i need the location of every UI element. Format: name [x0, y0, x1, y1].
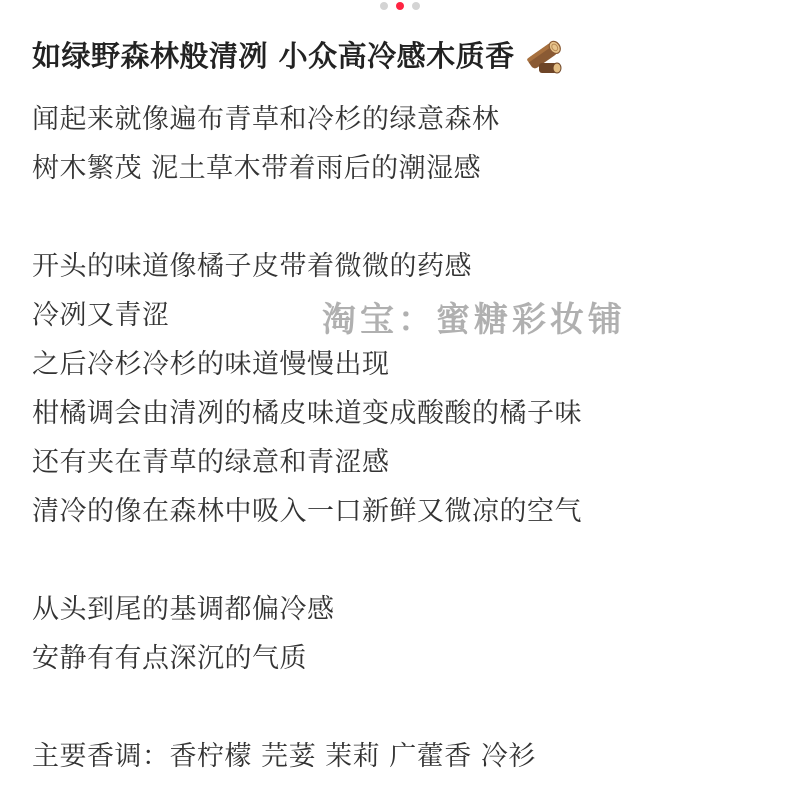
post-line: 树木繁茂 泥土草木带着雨后的潮湿感 [32, 153, 482, 184]
post-line: 安静有有点深沉的气质 [32, 643, 307, 674]
post-line: 开头的味道像橘子皮带着微微的药感 [32, 251, 472, 282]
post-line-notes: 主要香调：香柠檬 芫荽 茉莉 广藿香 冷衫 [32, 741, 536, 772]
post-blank-line [32, 683, 780, 732]
post-body [32, 95, 780, 781]
wood-log-icon [521, 35, 565, 75]
page-dot-3[interactable] [412, 2, 420, 10]
page-indicator [0, 2, 800, 10]
post-line: 冷冽又青涩 [32, 300, 170, 331]
post-title-text: 如绿野森林般清冽 小众高冷感木质香 [32, 39, 515, 73]
page-dot-2-active[interactable] [396, 2, 404, 10]
post-blank-line [32, 193, 780, 242]
post-line: 还有夹在青草的绿意和青涩感 [32, 447, 390, 478]
post-line: 清冷的像在森林中吸入一口新鲜又微凉的空气 [32, 496, 582, 527]
post-title [32, 34, 565, 75]
page-dot-1[interactable] [380, 2, 388, 10]
post-line: 柑橘调会由清冽的橘皮味道变成酸酸的橘子味 [32, 398, 582, 429]
post-line: 闻起来就像遍布青草和冷杉的绿意森林 [32, 104, 500, 135]
post-line: 之后冷杉冷杉的味道慢慢出现 [32, 349, 390, 380]
post-line: 从头到尾的基调都偏冷感 [32, 594, 335, 625]
shop-watermark: 淘宝：蜜糖彩妆铺 [322, 300, 626, 340]
post-blank-line [32, 536, 780, 585]
